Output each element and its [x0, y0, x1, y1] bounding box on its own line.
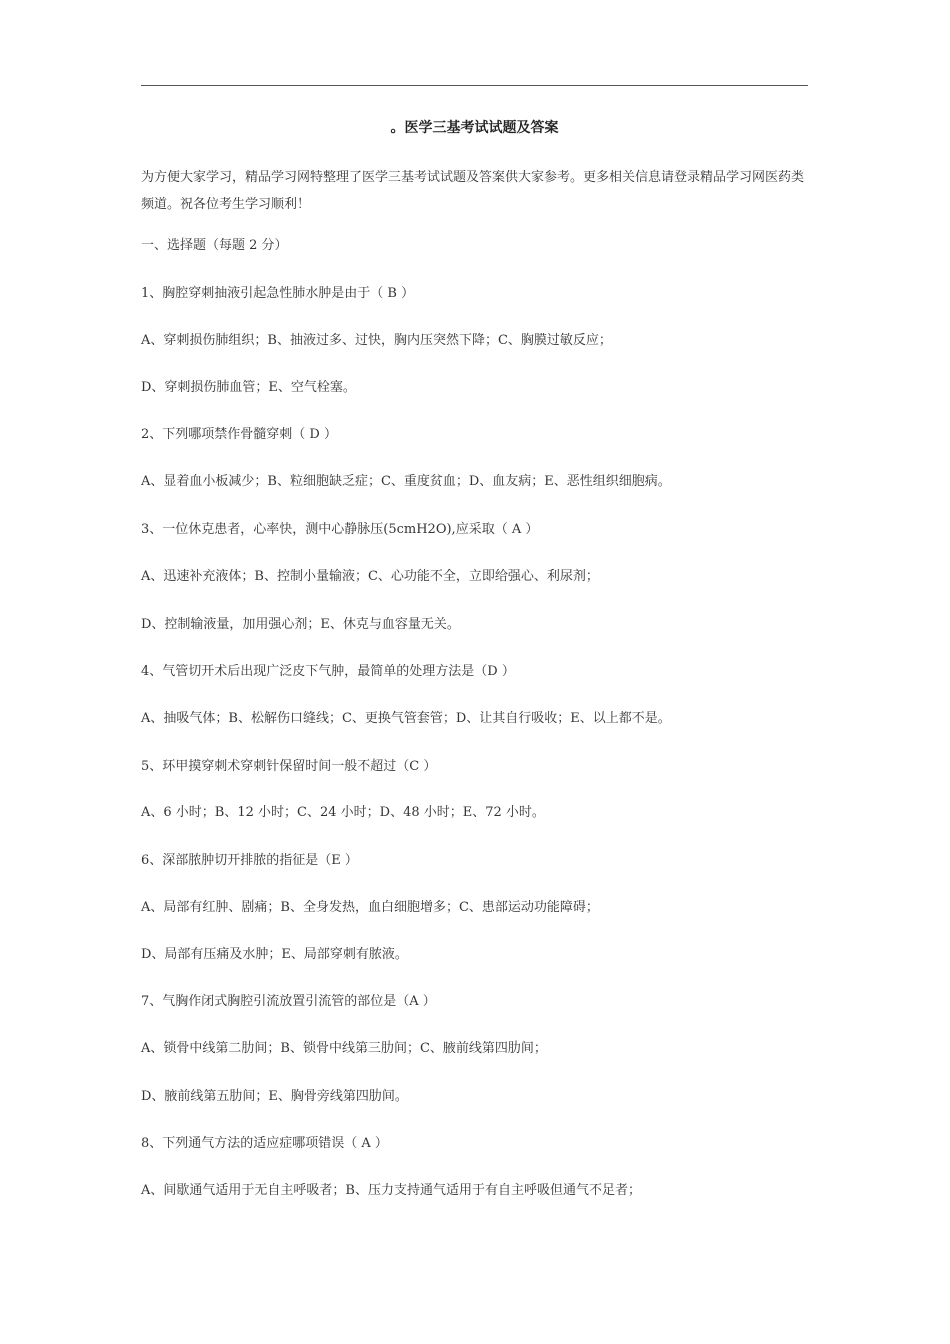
question-8: 8、下列通气方法的适应症哪项错误（ A ） — [141, 1136, 388, 1151]
question-7: 7、气胸作闭式胸腔引流放置引流管的部位是（A ） — [141, 994, 436, 1009]
question-6-options-a: A、局部有红肿、剧痛；B、全身发热，血白细胞增多；C、患部运动功能障碍； — [141, 900, 599, 915]
question-5-options: A、6 小时；B、12 小时；C、24 小时；D、48 小时；E、72 小时。 — [141, 805, 545, 820]
question-1: 1、胸腔穿刺抽液引起急性肺水肿是由于（ B ） — [141, 286, 415, 301]
question-5: 5、环甲摸穿刺术穿刺针保留时间一般不超过（C ） — [141, 759, 437, 774]
question-1-options-a: A、穿刺损伤肺组织；B、抽液过多、过快，胸内压突然下降；C、胸膜过敏反应； — [141, 333, 612, 348]
question-1-options-b: D、穿刺损伤肺血管；E、空气栓塞。 — [141, 380, 356, 395]
question-8-options-a: A、间歇通气适用于无自主呼吸者；B、压力支持通气适用于有自主呼吸但通气不足者； — [141, 1183, 641, 1198]
question-6: 6、深部脓肿切开排脓的指征是（E ） — [141, 853, 358, 868]
section-heading: 一、选择题（每题 2 分） — [141, 238, 288, 253]
question-4: 4、气管切开术后出现广泛皮下气肿，最简单的处理方法是（D ） — [141, 664, 515, 679]
question-6-options-b: D、局部有压痛及水肿；E、局部穿刺有脓液。 — [141, 947, 408, 962]
question-2-options: A、显着血小板减少；B、粒细胞缺乏症；C、重度贫血；D、血友病；E、恶性组织细胞病。 — [141, 474, 671, 489]
document-title: 。医学三基考试试题及答案 — [390, 120, 559, 136]
question-3: 3、一位休克患者，心率快，测中心静脉压(5cmH2O),应采取（ A ） — [141, 522, 539, 537]
top-divider — [141, 85, 808, 86]
intro-paragraph: 为方便大家学习，精品学习网特整理了医学三基考试试题及答案供大家参考。更多相关信息请登录精品学习网医药类频道。祝各位考生学习顺利！ — [141, 170, 805, 212]
question-7-options-a: A、锁骨中线第二肋间；B、锁骨中线第三肋间；C、腋前线第四肋间； — [141, 1041, 547, 1056]
question-7-options-b: D、腋前线第五肋间；E、胸骨旁线第四肋间。 — [141, 1089, 408, 1104]
question-3-options-a: A、迅速补充液体；B、控制小量输液；C、心功能不全，立即给强心、利尿剂； — [141, 569, 599, 584]
question-4-options: A、抽吸气体；B、松解伤口缝线；C、更换气管套管；D、让其自行吸收；E、以上都不是。 — [141, 711, 671, 726]
question-3-options-b: D、控制输液量，加用强心剂；E、休克与血容量无关。 — [141, 617, 460, 632]
question-2: 2、下列哪项禁作骨髓穿刺（ D ） — [141, 427, 337, 442]
